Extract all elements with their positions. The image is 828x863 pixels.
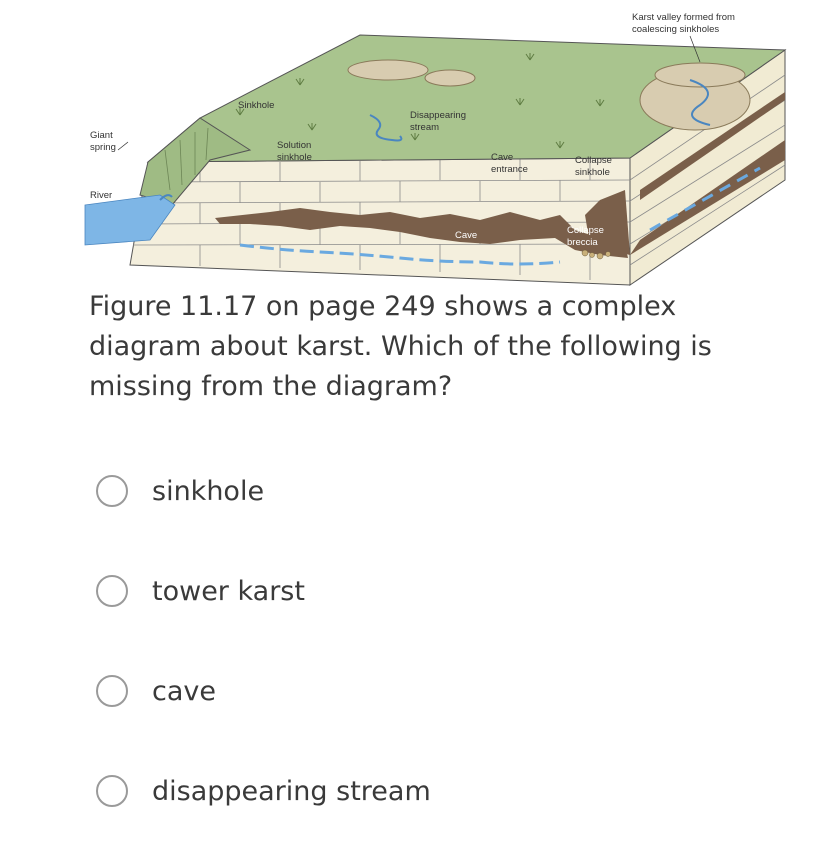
label-collapse-sinkhole-2: sinkhole: [575, 167, 610, 178]
label-collapse-breccia-2: breccia: [567, 237, 598, 248]
option-sinkhole[interactable]: [96, 473, 264, 509]
option-label: tower karst: [152, 575, 305, 607]
label-karst-valley-2: coalescing sinkholes: [632, 24, 720, 35]
question-text: Figure 11.17 on page 249 shows a complex diagram about karst. Which of the following is missing from the diagram?: [89, 291, 712, 402]
karst-diagram: [0, 0, 828, 290]
option-label: cave: [152, 675, 216, 707]
label-disappearing-stream-1: Disappearing: [410, 110, 466, 121]
label-cave-entrance-1: Cave: [491, 152, 514, 163]
radio-button[interactable]: [96, 475, 128, 507]
sinkhole-depression: [348, 60, 428, 80]
option-disappearing-stream[interactable]: [96, 773, 431, 809]
radio-button[interactable]: [96, 575, 128, 607]
label-cave: Cave: [455, 230, 478, 241]
label-river: River: [90, 190, 113, 201]
label-sinkhole: Sinkhole: [238, 100, 275, 111]
label-cave-entrance-2: entrance: [491, 164, 528, 175]
option-label: sinkhole: [152, 475, 265, 507]
label-giant-spring-1: Giant: [90, 130, 113, 141]
label-collapse-breccia-1: Collapse: [567, 225, 604, 236]
option-cave[interactable]: [96, 673, 216, 709]
label-collapse-sinkhole-1: Collapse: [575, 155, 612, 166]
option-label: disappearing stream: [152, 775, 431, 807]
label-giant-spring-2: spring: [90, 142, 116, 153]
label-solution-sinkhole-2: sinkhole: [277, 152, 312, 163]
radio-button[interactable]: [96, 775, 128, 807]
label-solution-sinkhole-1: Solution: [277, 140, 312, 151]
label-karst-valley-1: Karst valley formed from: [632, 12, 735, 23]
option-tower-karst[interactable]: [96, 573, 305, 609]
radio-button[interactable]: [96, 675, 128, 707]
label-disappearing-stream-2: stream: [410, 122, 440, 133]
